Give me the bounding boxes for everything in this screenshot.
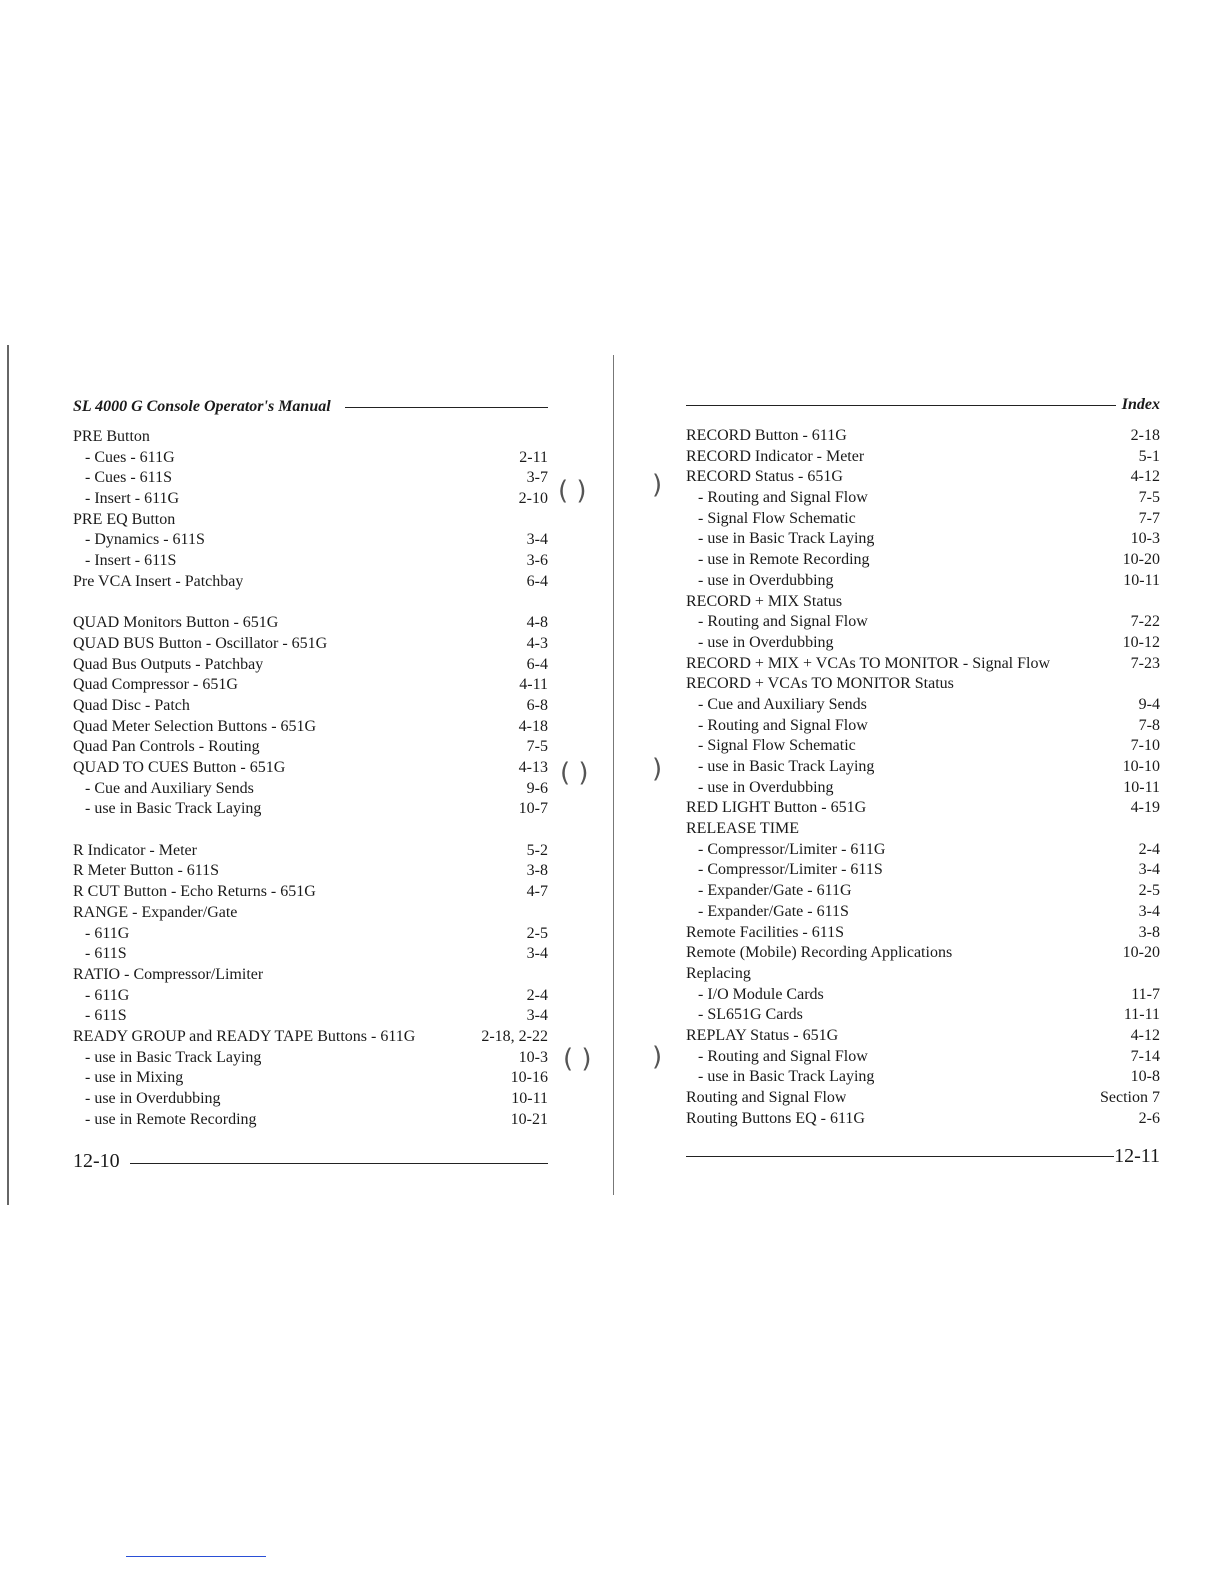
index-entry [686, 1026, 1160, 1047]
entry-page-ref: 10-3 [1130, 530, 1160, 548]
index-subentry [73, 799, 548, 820]
index-subentry [686, 757, 1160, 778]
entry-page-ref [1152, 592, 1160, 613]
index-subentry [73, 1089, 548, 1110]
index-subentry [686, 860, 1160, 881]
entry-label: - Insert - 611G [85, 490, 180, 508]
page-footer [686, 1141, 1160, 1171]
entry-page-ref: 10-21 [510, 1110, 548, 1128]
footer-rule [130, 1163, 548, 1164]
index-subentry [686, 571, 1160, 592]
index-subentry [73, 551, 548, 572]
index-entry [686, 674, 1160, 695]
entry-label: - use in Basic Track Laying [85, 1048, 262, 1066]
entry-label: Quad Pan Controls - Routing [73, 738, 260, 756]
index-entry [73, 861, 548, 882]
entry-label: RED LIGHT Button - 651G [686, 799, 867, 817]
index-subentry [73, 1068, 548, 1089]
entry-page-ref: 6-4 [526, 572, 548, 590]
index-entry [73, 655, 548, 676]
entry-label: - Signal Flow Schematic [698, 509, 856, 527]
entry-label: - use in Mixing [85, 1069, 184, 1087]
index-subentry [686, 509, 1160, 530]
index-subentry [686, 612, 1160, 633]
entry-page-ref: 4-11 [519, 676, 548, 694]
entry-page-ref: 7-22 [1130, 613, 1160, 631]
entry-label: - use in Overdubbing [698, 778, 834, 796]
entry-label: - 611G [85, 924, 130, 942]
index-subentry [686, 633, 1160, 654]
entry-label: - use in Remote Recording [85, 1110, 257, 1128]
index-entry [73, 903, 548, 924]
entry-page-ref: 10-11 [1123, 778, 1160, 796]
entry-page-ref: 10-20 [1122, 944, 1160, 962]
entry-page-ref: 11-11 [1123, 1006, 1160, 1024]
index-entry [73, 510, 548, 531]
entry-page-ref: 4-18 [518, 717, 548, 735]
entry-label: - Expander/Gate - 611S [698, 902, 849, 920]
entry-page-ref: 3-6 [526, 552, 548, 570]
page-header [73, 392, 548, 422]
index-entry [73, 1027, 548, 1048]
entry-page-ref: 3-8 [526, 862, 548, 880]
entry-label: R Meter Button - 611S [73, 862, 220, 880]
index-entry [686, 923, 1160, 944]
entry-label: - use in Basic Track Laying [698, 530, 875, 548]
entry-page-ref: 10-11 [511, 1090, 548, 1107]
index-subentry [686, 550, 1160, 571]
entry-page-ref: 2-6 [1138, 1109, 1160, 1127]
entry-label: RECORD Status - 651G [686, 468, 843, 486]
entry-page-ref: 6-4 [526, 655, 548, 673]
binder-hole-mark: ( ) [560, 758, 589, 788]
entry-page-ref: 7-7 [1138, 509, 1160, 527]
page-gutter-line [613, 355, 614, 1195]
entry-label: Remote Facilities - 611S [686, 923, 845, 941]
entry-page-ref: 10-20 [1122, 551, 1160, 569]
page-number: 12-11 [1114, 1144, 1160, 1167]
entry-label: R CUT Button - Echo Returns - 651G [73, 883, 316, 901]
index-subentry [686, 529, 1160, 550]
entry-page-ref: 9-4 [1138, 695, 1160, 713]
entry-page-ref: Section 7 [1100, 1089, 1160, 1106]
index-subentry [73, 1006, 548, 1027]
manual-title: SL 4000 G Console Operator's Manual [73, 398, 331, 415]
index-entry-list [73, 427, 548, 1130]
entry-page-ref: 5-2 [526, 841, 548, 859]
index-subentry [73, 489, 548, 510]
entry-label: Routing Buttons EQ - 611G [686, 1109, 865, 1127]
binder-hole-mark: ( ) [563, 1044, 592, 1074]
index-entry [73, 696, 548, 717]
entry-label: - use in Remote Recording [698, 551, 870, 569]
index-subentry [73, 924, 548, 945]
index-entry [686, 467, 1160, 488]
entry-label: Quad Bus Outputs - Patchbay [73, 655, 264, 673]
entry-label: RECORD + MIX Status [686, 592, 843, 610]
entry-label: - Routing and Signal Flow [698, 1047, 868, 1065]
entry-page-ref: 4-12 [1130, 468, 1160, 486]
entry-page-ref: 7-10 [1130, 737, 1160, 755]
header-rule [345, 407, 548, 408]
entry-page-ref: 3-4 [1138, 861, 1160, 879]
index-entry [686, 1109, 1160, 1130]
entry-page-ref [1152, 964, 1160, 985]
entry-label: - 611S [85, 1007, 127, 1025]
entry-label: QUAD Monitors Button - 651G [73, 614, 279, 632]
entry-label: RELEASE TIME [686, 820, 800, 838]
index-subentry [686, 840, 1160, 861]
entry-label: Pre VCA Insert - Patchbay [73, 572, 244, 590]
entry-label: - Insert - 611S [85, 552, 177, 570]
page-number: 12-10 [73, 1149, 120, 1172]
entry-label: - Routing and Signal Flow [698, 489, 868, 507]
index-entry [73, 841, 548, 862]
entry-page-ref: 6-8 [526, 696, 548, 714]
entry-page-ref: 10-10 [1122, 758, 1160, 775]
index-subentry [686, 736, 1160, 757]
entry-spacer [73, 820, 548, 841]
index-entry [686, 964, 1160, 985]
page-footer [73, 1146, 548, 1176]
scan-edge [7, 345, 9, 1205]
index-subentry [73, 779, 548, 800]
binder-hole-mark: ) [652, 470, 663, 500]
entry-label: - use in Overdubbing [698, 633, 834, 651]
entry-page-ref: 7-5 [1138, 489, 1160, 507]
entry-page-ref: 2-11 [519, 448, 548, 466]
entry-label: - Expander/Gate - 611G [698, 882, 852, 900]
entry-label: - SL651G Cards [698, 1006, 803, 1024]
entry-page-ref: 5-1 [1138, 447, 1160, 465]
entry-page-ref: 7-5 [526, 738, 548, 756]
entry-page-ref: 2-4 [1138, 840, 1160, 858]
entry-label: - Signal Flow Schematic [698, 737, 856, 755]
index-subentry [686, 1047, 1160, 1068]
binder-hole-mark: ( ) [558, 476, 587, 506]
entry-label: - use in Overdubbing [698, 571, 834, 589]
entry-label: - Routing and Signal Flow [698, 613, 868, 631]
entry-label: Routing and Signal Flow [686, 1089, 847, 1106]
index-entry-list [686, 426, 1160, 1129]
entry-page-ref [1152, 819, 1160, 840]
index-entry [686, 798, 1160, 819]
binder-hole-mark: ) [652, 754, 663, 784]
index-subentry [686, 716, 1160, 737]
right-index-page [686, 390, 1160, 1171]
section-title: Index [1121, 396, 1160, 413]
entry-label: - 611S [85, 945, 127, 963]
index-entry [73, 758, 548, 779]
entry-label: Quad Compressor - 651G [73, 676, 238, 694]
entry-spacer [73, 593, 548, 614]
entry-label: PRE EQ Button [73, 510, 176, 528]
entry-page-ref: 3-4 [1138, 902, 1160, 920]
entry-page-ref [540, 903, 548, 924]
index-subentry [73, 986, 548, 1007]
entry-page-ref: 10-11 [1123, 571, 1160, 589]
entry-label: - Dynamics - 611S [85, 531, 205, 549]
entry-page-ref: 4-19 [1130, 799, 1160, 817]
entry-page-ref: 4-12 [1130, 1026, 1160, 1044]
entry-page-ref: 10-16 [510, 1069, 548, 1087]
index-subentry [73, 944, 548, 965]
entry-label: - Cue and Auxiliary Sends [698, 695, 867, 713]
index-subentry [73, 530, 548, 551]
index-entry [73, 675, 548, 696]
index-subentry [686, 902, 1160, 923]
entry-label: Quad Disc - Patch [73, 696, 190, 714]
entry-page-ref: 3-7 [526, 469, 548, 487]
index-entry [73, 427, 548, 448]
index-entry [686, 819, 1160, 840]
entry-label: RECORD Button - 611G [686, 427, 847, 444]
entry-page-ref: 2-18 [1130, 427, 1160, 444]
entry-label: RECORD + VCAs TO MONITOR Status [686, 675, 954, 693]
index-subentry [73, 1048, 548, 1069]
entry-page-ref: 4-13 [518, 759, 548, 776]
entry-page-ref [540, 510, 548, 531]
left-index-page [73, 392, 548, 1176]
entry-page-ref: 10-7 [518, 800, 548, 818]
index-entry [73, 634, 548, 655]
index-subentry [73, 448, 548, 469]
entry-label: - I/O Module Cards [698, 985, 824, 1003]
entry-page-ref: 3-4 [526, 531, 548, 549]
entry-label: QUAD TO CUES Button - 651G [73, 759, 286, 776]
entry-label: RATIO - Compressor/Limiter [73, 965, 264, 983]
index-subentry [73, 468, 548, 489]
entry-page-ref: 7-23 [1130, 654, 1160, 672]
entry-page-ref: 7-14 [1130, 1047, 1160, 1065]
index-subentry [686, 488, 1160, 509]
scan-link-underline [126, 1556, 266, 1557]
index-subentry [686, 1067, 1160, 1088]
entry-page-ref: 3-8 [1138, 923, 1160, 941]
index-entry [686, 426, 1160, 447]
entry-label: - use in Overdubbing [85, 1090, 221, 1107]
index-entry [686, 943, 1160, 964]
entry-label: QUAD BUS Button - Oscillator - 651G [73, 634, 328, 652]
entry-page-ref: 10-12 [1122, 633, 1160, 651]
page-header [686, 390, 1160, 420]
entry-page-ref: 7-8 [1138, 716, 1160, 734]
entry-label: Remote (Mobile) Recording Applications [686, 944, 953, 962]
entry-page-ref: 3-4 [526, 1007, 548, 1025]
index-subentry [73, 1110, 548, 1131]
entry-label: - use in Basic Track Laying [698, 1068, 875, 1086]
entry-page-ref: 2-5 [1138, 882, 1160, 900]
entry-label: - use in Basic Track Laying [698, 758, 875, 775]
index-subentry [686, 1005, 1160, 1026]
entry-label: REPLAY Status - 651G [686, 1026, 839, 1044]
entry-label: - Cues - 611G [85, 448, 175, 466]
entry-label: RANGE - Expander/Gate [73, 903, 238, 921]
index-subentry [686, 778, 1160, 799]
entry-page-ref: 2-5 [526, 924, 548, 942]
index-entry [73, 737, 548, 758]
entry-page-ref: 2-18, 2-22 [481, 1027, 548, 1045]
entry-label: - Compressor/Limiter - 611S [698, 861, 883, 879]
index-entry [73, 965, 548, 986]
entry-label: - Cues - 611S [85, 469, 172, 487]
entry-page-ref: 3-4 [526, 945, 548, 963]
entry-page-ref: 2-4 [526, 986, 548, 1004]
index-entry [73, 613, 548, 634]
entry-label: Quad Meter Selection Buttons - 651G [73, 717, 317, 735]
index-entry [686, 447, 1160, 468]
index-entry [686, 1088, 1160, 1109]
index-entry [73, 572, 548, 593]
entry-page-ref [540, 965, 548, 986]
entry-label: PRE Button [73, 428, 150, 445]
header-rule [686, 405, 1116, 406]
entry-page-ref: 4-7 [526, 883, 548, 901]
entry-label: - 611G [85, 986, 130, 1004]
entry-label: R Indicator - Meter [73, 841, 197, 859]
footer-rule [686, 1156, 1114, 1157]
entry-label: - Compressor/Limiter - 611G [698, 840, 886, 858]
entry-label: - Routing and Signal Flow [698, 716, 868, 734]
index-subentry [686, 695, 1160, 716]
index-entry [686, 592, 1160, 613]
entry-page-ref [1152, 674, 1160, 695]
index-subentry [686, 881, 1160, 902]
entry-page-ref: 4-8 [526, 614, 548, 632]
entry-label: RECORD Indicator - Meter [686, 447, 865, 465]
entry-label: Replacing [686, 964, 751, 982]
index-entry [73, 882, 548, 903]
index-subentry [686, 985, 1160, 1006]
entry-page-ref: 2-10 [518, 490, 548, 508]
entry-label: READY GROUP and READY TAPE Buttons - 611G [73, 1027, 416, 1045]
entry-page-ref: 10-3 [518, 1048, 548, 1066]
binder-hole-mark: ) [652, 1042, 663, 1072]
entry-page-ref: 10-8 [1130, 1068, 1160, 1086]
entry-label: - use in Basic Track Laying [85, 800, 262, 818]
entry-page-ref [540, 427, 548, 448]
entry-page-ref: 9-6 [526, 779, 548, 797]
entry-label: RECORD + MIX + VCAs TO MONITOR - Signal Flow [686, 654, 1051, 672]
index-entry [73, 717, 548, 738]
entry-page-ref: 4-3 [526, 634, 548, 652]
entry-page-ref: 11-7 [1131, 985, 1160, 1003]
entry-label: - Cue and Auxiliary Sends [85, 779, 254, 797]
index-entry [686, 654, 1160, 675]
